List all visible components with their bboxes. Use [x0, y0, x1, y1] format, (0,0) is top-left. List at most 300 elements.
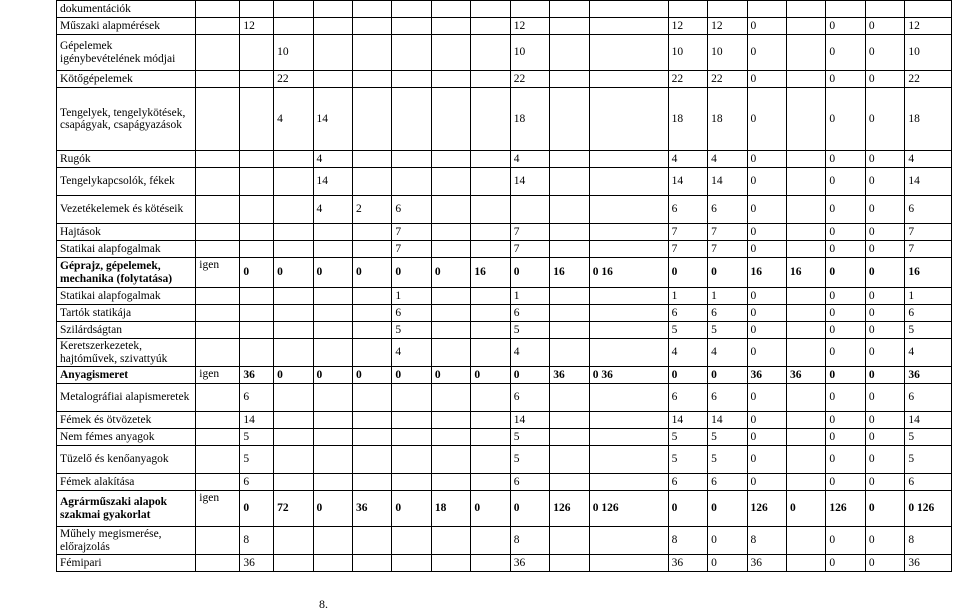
value-cell: 16	[550, 258, 589, 288]
value-cell	[471, 384, 510, 412]
table-row	[57, 446, 952, 474]
value-cell	[240, 71, 274, 88]
value-cell: 10	[905, 35, 952, 71]
value-cell: 4	[905, 339, 952, 367]
value-cell	[240, 88, 274, 151]
value-cell	[392, 555, 431, 572]
value-cell	[786, 168, 825, 196]
value-cell	[392, 151, 431, 168]
value-cell	[589, 196, 668, 224]
value-cell: 16	[905, 258, 952, 288]
value-cell: 8	[905, 527, 952, 555]
value-cell: 22	[274, 71, 313, 88]
value-cell	[431, 384, 470, 412]
value-cell: 36	[786, 367, 825, 384]
value-cell	[550, 168, 589, 196]
value-cell	[431, 196, 470, 224]
value-cell: 7	[668, 241, 707, 258]
value-cell	[550, 88, 589, 151]
value-cell	[471, 71, 510, 88]
exam-flag-cell	[196, 412, 240, 429]
value-cell: 1	[708, 288, 747, 305]
row-label: Rugók	[57, 151, 196, 168]
value-cell: 5	[668, 446, 707, 474]
value-cell: 5	[510, 446, 549, 474]
value-cell: 0	[865, 258, 904, 288]
value-cell	[431, 305, 470, 322]
table-row	[57, 151, 952, 168]
exam-flag-cell	[196, 339, 240, 367]
value-cell	[352, 527, 391, 555]
value-cell	[392, 88, 431, 151]
value-cell: 0	[865, 527, 904, 555]
value-cell	[392, 527, 431, 555]
value-cell	[589, 322, 668, 339]
value-cell: 4	[274, 88, 313, 151]
value-cell: 0 126	[589, 491, 668, 527]
value-cell	[352, 151, 391, 168]
value-cell	[550, 288, 589, 305]
value-cell	[589, 88, 668, 151]
table-row	[57, 88, 952, 151]
table-row	[57, 412, 952, 429]
value-cell: 6	[668, 384, 707, 412]
value-cell	[471, 18, 510, 35]
exam-flag-cell	[196, 18, 240, 35]
value-cell: 14	[668, 412, 707, 429]
value-cell: 14	[510, 412, 549, 429]
value-cell	[313, 224, 352, 241]
exam-flag-cell: igen	[196, 491, 240, 527]
value-cell: 0	[865, 491, 904, 527]
row-label: Műhely megismerése, előrajzolás	[57, 527, 196, 555]
value-cell	[274, 305, 313, 322]
row-label: Statikai alapfogalmak	[57, 288, 196, 305]
value-cell	[471, 429, 510, 446]
value-cell	[589, 71, 668, 88]
table-row	[57, 474, 952, 491]
exam-flag-cell	[196, 196, 240, 224]
value-cell: 0	[313, 258, 352, 288]
value-cell: 0	[826, 367, 865, 384]
value-cell	[589, 339, 668, 367]
value-cell	[313, 1, 352, 18]
value-cell: 6	[510, 474, 549, 491]
value-cell: 6	[905, 305, 952, 322]
exam-flag-cell	[196, 527, 240, 555]
value-cell	[313, 71, 352, 88]
exam-flag-cell	[196, 224, 240, 241]
value-cell	[668, 1, 707, 18]
row-label: Nem fémes anyagok	[57, 429, 196, 446]
exam-flag-cell	[196, 555, 240, 572]
value-cell	[392, 1, 431, 18]
value-cell	[352, 412, 391, 429]
value-cell	[313, 288, 352, 305]
value-cell	[786, 1, 825, 18]
value-cell	[274, 555, 313, 572]
table-row	[57, 555, 952, 572]
value-cell: 12	[905, 18, 952, 35]
value-cell	[471, 339, 510, 367]
value-cell: 4	[905, 151, 952, 168]
value-cell: 2	[352, 196, 391, 224]
value-cell: 36	[668, 555, 707, 572]
value-cell	[786, 196, 825, 224]
value-cell: 0	[747, 429, 786, 446]
value-cell: 0	[826, 88, 865, 151]
value-cell	[313, 527, 352, 555]
value-cell: 0	[708, 367, 747, 384]
value-cell: 36	[510, 555, 549, 572]
value-cell: 0	[826, 339, 865, 367]
value-cell	[550, 224, 589, 241]
value-cell	[589, 446, 668, 474]
value-cell: 0	[826, 322, 865, 339]
exam-flag-cell	[196, 168, 240, 196]
value-cell	[274, 168, 313, 196]
value-cell	[471, 1, 510, 18]
row-label: Tengelyek, tengelykötések, csapágyak, csapágyazások	[57, 88, 196, 151]
value-cell	[786, 527, 825, 555]
value-cell	[431, 151, 470, 168]
value-cell: 36	[747, 367, 786, 384]
value-cell	[589, 35, 668, 71]
value-cell	[550, 412, 589, 429]
value-cell	[352, 446, 391, 474]
value-cell	[905, 1, 952, 18]
value-cell: 14	[313, 88, 352, 151]
value-cell	[240, 224, 274, 241]
value-cell: 0	[747, 474, 786, 491]
value-cell	[786, 35, 825, 71]
value-cell	[550, 196, 589, 224]
row-label: Anyagismeret	[57, 367, 196, 384]
value-cell: 10	[510, 35, 549, 71]
row-label: Hajtások	[57, 224, 196, 241]
value-cell: 0	[786, 491, 825, 527]
value-cell: 0	[865, 168, 904, 196]
value-cell	[786, 288, 825, 305]
value-cell: 0	[708, 258, 747, 288]
value-cell: 36	[905, 367, 952, 384]
value-cell	[471, 224, 510, 241]
table-row	[57, 288, 952, 305]
table-row	[57, 429, 952, 446]
value-cell: 16	[786, 258, 825, 288]
value-cell	[471, 474, 510, 491]
value-cell: 0	[865, 446, 904, 474]
value-cell: 12	[708, 18, 747, 35]
value-cell	[510, 196, 549, 224]
value-cell: 22	[905, 71, 952, 88]
value-cell	[431, 168, 470, 196]
value-cell	[313, 429, 352, 446]
value-cell: 0	[352, 258, 391, 288]
value-cell	[240, 151, 274, 168]
value-cell	[786, 305, 825, 322]
exam-flag-cell: igen	[196, 367, 240, 384]
exam-flag-cell	[196, 288, 240, 305]
value-cell	[786, 241, 825, 258]
value-cell: 0	[392, 491, 431, 527]
exam-flag-cell	[196, 429, 240, 446]
row-label: Fémek alakítása	[57, 474, 196, 491]
value-cell: 18	[905, 88, 952, 151]
exam-flag-cell	[196, 1, 240, 18]
value-cell: 14	[240, 412, 274, 429]
value-cell	[431, 35, 470, 71]
value-cell: 5	[905, 446, 952, 474]
value-cell	[708, 1, 747, 18]
value-cell: 12	[510, 18, 549, 35]
row-label: Géprajz, gépelemek, mechanika (folytatása)	[57, 258, 196, 288]
value-cell: 8	[240, 527, 274, 555]
value-cell	[274, 196, 313, 224]
value-cell: 0	[865, 412, 904, 429]
value-cell	[240, 196, 274, 224]
value-cell	[786, 429, 825, 446]
value-cell: 7	[510, 224, 549, 241]
value-cell	[471, 555, 510, 572]
value-cell	[274, 429, 313, 446]
value-cell	[352, 224, 391, 241]
value-cell	[589, 412, 668, 429]
value-cell	[274, 241, 313, 258]
value-cell: 0	[826, 224, 865, 241]
value-cell	[589, 305, 668, 322]
table-row	[57, 322, 952, 339]
value-cell	[313, 322, 352, 339]
page-number: 8.	[319, 597, 328, 611]
exam-flag-cell	[196, 88, 240, 151]
value-cell	[352, 18, 391, 35]
value-cell: 0	[392, 367, 431, 384]
value-cell: 0	[826, 258, 865, 288]
value-cell	[431, 18, 470, 35]
exam-flag-cell	[196, 305, 240, 322]
value-cell	[240, 35, 274, 71]
value-cell: 0	[865, 305, 904, 322]
value-cell: 5	[510, 322, 549, 339]
value-cell: 5	[668, 322, 707, 339]
value-cell: 0	[865, 241, 904, 258]
table-row	[57, 491, 952, 527]
value-cell: 0 36	[589, 367, 668, 384]
value-cell	[274, 474, 313, 491]
value-cell: 0	[865, 35, 904, 71]
value-cell: 6	[510, 384, 549, 412]
value-cell: 18	[431, 491, 470, 527]
value-cell	[431, 71, 470, 88]
value-cell: 12	[668, 18, 707, 35]
row-label: Keretszerkezetek, hajtóművek, szivattyúk	[57, 339, 196, 367]
value-cell: 0	[471, 367, 510, 384]
value-cell: 0	[510, 258, 549, 288]
exam-flag-cell	[196, 151, 240, 168]
value-cell	[352, 88, 391, 151]
value-cell	[431, 429, 470, 446]
value-cell: 5	[905, 322, 952, 339]
value-cell: 6	[708, 384, 747, 412]
row-label: Műszaki alapmérések	[57, 18, 196, 35]
value-cell: 0	[826, 168, 865, 196]
value-cell	[786, 339, 825, 367]
value-cell: 36	[905, 555, 952, 572]
value-cell: 18	[510, 88, 549, 151]
value-cell: 6	[708, 196, 747, 224]
value-cell	[589, 151, 668, 168]
value-cell: 0	[747, 305, 786, 322]
value-cell: 0	[747, 384, 786, 412]
value-cell: 0	[826, 288, 865, 305]
value-cell	[313, 446, 352, 474]
value-cell	[352, 339, 391, 367]
value-cell: 0	[431, 367, 470, 384]
value-cell: 0	[274, 258, 313, 288]
value-cell: 0	[747, 322, 786, 339]
value-cell: 0	[313, 491, 352, 527]
value-cell: 36	[240, 367, 274, 384]
value-cell	[550, 151, 589, 168]
table-row	[57, 367, 952, 384]
value-cell	[274, 412, 313, 429]
value-cell	[786, 412, 825, 429]
value-cell: 16	[471, 258, 510, 288]
value-cell: 0	[865, 322, 904, 339]
value-cell: 6	[240, 474, 274, 491]
value-cell	[471, 305, 510, 322]
table-row	[57, 224, 952, 241]
value-cell	[352, 35, 391, 71]
value-cell	[550, 1, 589, 18]
value-cell: 6	[392, 196, 431, 224]
value-cell: 6	[708, 474, 747, 491]
value-cell	[240, 1, 274, 18]
value-cell: 0	[747, 412, 786, 429]
value-cell	[589, 384, 668, 412]
table-row	[57, 527, 952, 555]
row-label: Agrárműszaki alapok szakmai gyakorlat	[57, 491, 196, 527]
value-cell: 0	[668, 258, 707, 288]
value-cell: 0	[240, 258, 274, 288]
value-cell: 0	[826, 71, 865, 88]
value-cell: 0	[826, 196, 865, 224]
exam-flag-cell	[196, 35, 240, 71]
value-cell: 22	[708, 71, 747, 88]
value-cell	[550, 339, 589, 367]
value-cell	[550, 446, 589, 474]
value-cell: 7	[905, 224, 952, 241]
value-cell: 14	[708, 412, 747, 429]
value-cell	[274, 527, 313, 555]
exam-flag-cell	[196, 71, 240, 88]
row-label: Fémek és ötvözetek	[57, 412, 196, 429]
value-cell	[550, 71, 589, 88]
exam-flag-cell	[196, 384, 240, 412]
value-cell	[431, 241, 470, 258]
value-cell	[471, 446, 510, 474]
exam-flag-cell	[196, 474, 240, 491]
value-cell: 0	[826, 474, 865, 491]
value-cell: 0	[826, 151, 865, 168]
value-cell: 0	[826, 35, 865, 71]
value-cell: 36	[550, 367, 589, 384]
value-cell: 14	[708, 168, 747, 196]
value-cell	[471, 35, 510, 71]
value-cell	[352, 288, 391, 305]
value-cell	[240, 305, 274, 322]
value-cell: 16	[747, 258, 786, 288]
value-cell	[786, 322, 825, 339]
value-cell	[589, 1, 668, 18]
value-cell	[550, 322, 589, 339]
value-cell: 0	[747, 151, 786, 168]
value-cell	[589, 288, 668, 305]
value-cell: 0 16	[589, 258, 668, 288]
value-cell	[589, 168, 668, 196]
value-cell	[550, 474, 589, 491]
value-cell	[786, 555, 825, 572]
value-cell: 1	[905, 288, 952, 305]
value-cell	[786, 151, 825, 168]
exam-flag-cell	[196, 241, 240, 258]
value-cell	[274, 446, 313, 474]
value-cell: 0	[865, 474, 904, 491]
value-cell: 0	[826, 18, 865, 35]
value-cell: 6	[708, 305, 747, 322]
value-cell	[392, 71, 431, 88]
table-row	[57, 305, 952, 322]
value-cell	[352, 168, 391, 196]
value-cell	[313, 474, 352, 491]
value-cell	[471, 322, 510, 339]
value-cell: 1	[510, 288, 549, 305]
value-cell: 22	[668, 71, 707, 88]
value-cell: 0	[668, 367, 707, 384]
value-cell: 0	[865, 196, 904, 224]
table-body	[57, 1, 952, 572]
value-cell	[274, 18, 313, 35]
value-cell: 0	[747, 18, 786, 35]
value-cell	[313, 555, 352, 572]
value-cell	[471, 527, 510, 555]
value-cell: 0	[431, 258, 470, 288]
value-cell: 6	[510, 305, 549, 322]
value-cell	[352, 384, 391, 412]
value-cell	[313, 305, 352, 322]
value-cell	[392, 474, 431, 491]
row-label: Gépelemek igénybevételének módjai	[57, 35, 196, 71]
value-cell	[589, 474, 668, 491]
value-cell	[431, 339, 470, 367]
value-cell: 10	[708, 35, 747, 71]
value-cell	[352, 474, 391, 491]
value-cell: 0	[826, 446, 865, 474]
value-cell	[240, 322, 274, 339]
value-cell	[313, 339, 352, 367]
value-cell	[786, 88, 825, 151]
value-cell: 0	[510, 491, 549, 527]
value-cell	[550, 429, 589, 446]
value-cell: 0	[865, 88, 904, 151]
value-cell	[786, 446, 825, 474]
value-cell	[510, 1, 549, 18]
value-cell: 126	[550, 491, 589, 527]
value-cell: 0	[826, 305, 865, 322]
value-cell: 0	[313, 367, 352, 384]
value-cell: 14	[905, 168, 952, 196]
